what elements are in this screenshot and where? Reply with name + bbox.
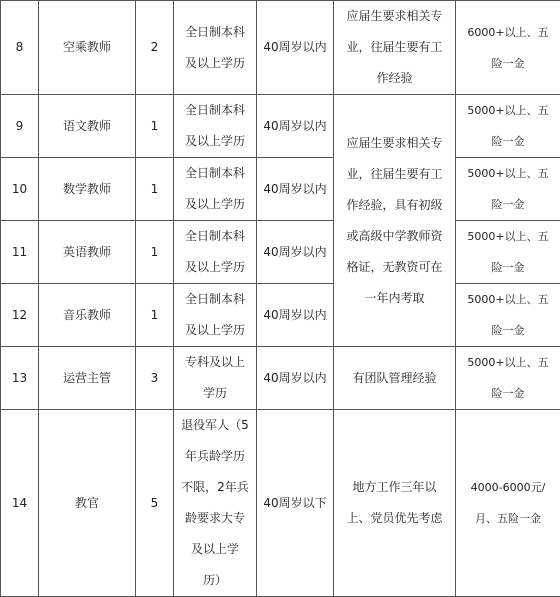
position-name: 运营主管	[39, 347, 136, 410]
age-requirement: 40周岁以内	[257, 1, 334, 95]
headcount: 1	[136, 284, 174, 347]
age-requirement: 40周岁以内	[257, 284, 334, 347]
education-requirement: 全日制本科 及以上学历	[174, 95, 257, 158]
table-row	[1, 284, 560, 347]
table-row	[1, 221, 560, 284]
table-row	[1, 410, 560, 597]
education-requirement: 全日制本科 及以上学历	[174, 1, 257, 95]
education-requirement: 全日制本科 及以上学历	[174, 284, 257, 347]
table-row	[1, 347, 560, 410]
table-row	[1, 95, 560, 158]
row-number: 10	[1, 158, 39, 221]
education-requirement: 专科及以上 学历	[174, 347, 257, 410]
headcount: 1	[136, 221, 174, 284]
age-requirement: 40周岁以内	[257, 221, 334, 284]
age-requirement: 40周岁以内	[257, 95, 334, 158]
other-requirement: 应届生要求相关专 业，往届生要有工 作经验	[334, 1, 456, 95]
age-requirement: 40周岁以内	[257, 158, 334, 221]
position-name: 语文教师	[39, 95, 136, 158]
education-requirement: 退役军人（5 年兵龄学历 不限，2年兵 龄要求大专 及以上学 历）	[174, 410, 257, 597]
position-name: 空乘教师	[39, 1, 136, 95]
position-name: 数学教师	[39, 158, 136, 221]
position-name: 教官	[39, 410, 136, 597]
table-row	[1, 158, 560, 221]
salary: 4000-6000元/ 月、五险一金	[456, 410, 560, 597]
position-name: 英语教师	[39, 221, 136, 284]
row-number: 12	[1, 284, 39, 347]
salary: 5000+以上、五 险一金	[456, 95, 560, 158]
row-number: 8	[1, 1, 39, 95]
salary: 6000+以上、五 险一金	[456, 1, 560, 95]
headcount: 3	[136, 347, 174, 410]
teacher-requirement-merged: 应届生要求相关专 业，往届生要有工 作经验，具有初级 或高级中学教师资 格证，无教资可在 一年内考取	[334, 95, 456, 347]
education-requirement: 全日制本科 及以上学历	[174, 158, 257, 221]
row-number: 11	[1, 221, 39, 284]
headcount: 1	[136, 95, 174, 158]
salary: 5000+以上、五 险一金	[456, 221, 560, 284]
position-name: 音乐教师	[39, 284, 136, 347]
age-requirement: 40周岁以内	[257, 347, 334, 410]
education-requirement: 全日制本科 及以上学历	[174, 221, 257, 284]
other-requirement: 有团队管理经验	[334, 347, 456, 410]
headcount: 1	[136, 158, 174, 221]
headcount: 5	[136, 410, 174, 597]
salary: 5000+以上、五 险一金	[456, 158, 560, 221]
salary: 5000+以上、五 险一金	[456, 284, 560, 347]
other-requirement: 地方工作三年以 上、党员优先考虑	[334, 410, 456, 597]
row-number: 9	[1, 95, 39, 158]
salary: 5000+以上、五 险一金	[456, 347, 560, 410]
table-row	[1, 1, 560, 95]
headcount: 2	[136, 1, 174, 95]
row-number: 14	[1, 410, 39, 597]
row-number: 13	[1, 347, 39, 410]
age-requirement: 40周岁以下	[257, 410, 334, 597]
